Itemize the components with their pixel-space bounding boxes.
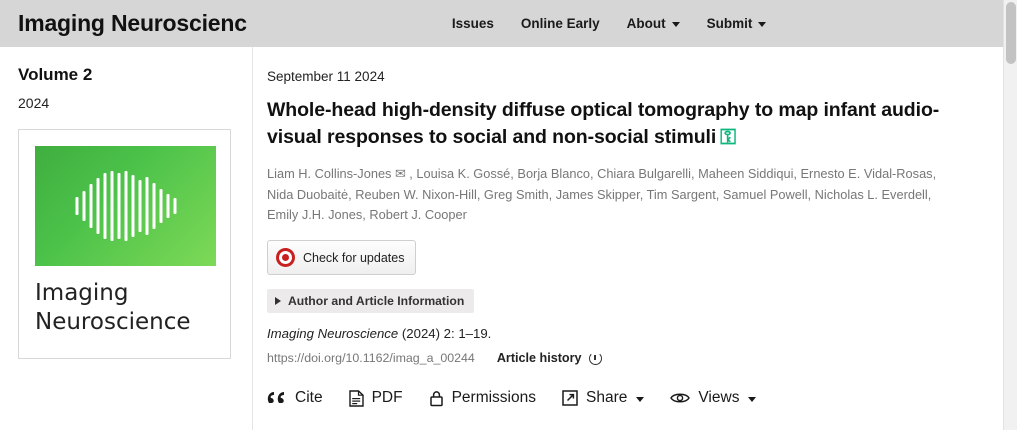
crossmark-label: Check for updates — [303, 250, 405, 265]
scrollbar-thumb[interactable] — [1006, 2, 1016, 64]
nav-item-about[interactable] — [627, 16, 680, 31]
volume-year: 2024 — [18, 95, 50, 111]
clock-icon — [589, 352, 602, 365]
views-label: Views — [698, 389, 740, 406]
chevron-down-icon — [758, 22, 766, 27]
nav-label-about: About — [626, 16, 666, 31]
chevron-down-icon — [636, 397, 644, 402]
article-title — [267, 98, 989, 152]
author-line-2: Nida Duobaitė, Reuben W. Nixon-Hill, Greg Smith, James Skipper, Tim Sargent, Samuel Powell, Nicholas L. Everdell, — [267, 186, 932, 202]
cover-title — [35, 279, 214, 338]
doi-row — [267, 351, 989, 365]
cover-artwork — [35, 146, 216, 266]
permissions-label: Permissions — [451, 389, 536, 406]
article-title-text: Whole-head high-density diffuse optical tomography to map infant audio-visual responses to social and non-social stimuli — [267, 99, 940, 148]
crossmark-button[interactable] — [267, 240, 416, 275]
pdf-label: PDF — [371, 389, 403, 406]
cite-button[interactable] — [267, 389, 323, 407]
chevron-down-icon — [748, 397, 756, 402]
author-article-information-toggle[interactable] — [267, 289, 474, 313]
nav-item-submit[interactable] — [707, 16, 767, 31]
pdf-icon — [349, 390, 364, 407]
chevron-down-icon — [672, 22, 680, 27]
article-history-label: Article history — [496, 351, 582, 365]
author-line-1: Liam H. Collins-Jones ✉ , Louisa K. Gossé, Borja Blanco, Chiara Bulgarelli, Maheen Siddiqui, Ernesto E. Vidal-Rosas, — [267, 165, 937, 181]
article-toolbar — [267, 389, 989, 407]
volume-title: Volume 2 — [18, 65, 93, 84]
cover-title-line2: Neuroscience — [35, 309, 191, 336]
main-nav — [452, 16, 767, 31]
citation-line — [267, 326, 989, 341]
permissions-button[interactable] — [429, 389, 536, 407]
share-icon — [562, 390, 578, 406]
citation-journal-name: Imaging Neuroscience — [267, 326, 399, 341]
site-header — [0, 0, 1017, 47]
pdf-button[interactable] — [349, 389, 403, 407]
nav-item-issues[interactable] — [452, 16, 494, 31]
publication-date: September 11 2024 — [267, 69, 385, 84]
nav-item-online-early[interactable] — [521, 16, 600, 31]
page-body — [0, 47, 1017, 430]
article-history-toggle[interactable] — [497, 351, 602, 365]
quote-icon — [267, 390, 287, 406]
page-scrollbar[interactable] — [1003, 0, 1017, 430]
nav-label-issues: Issues — [451, 16, 494, 31]
site-brand[interactable]: Imaging Neuroscienc — [18, 10, 247, 36]
chevron-right-icon — [275, 297, 281, 305]
share-button[interactable] — [562, 389, 644, 407]
views-button[interactable] — [670, 389, 756, 407]
journal-cover[interactable] — [18, 129, 231, 359]
author-article-information-label: Author and Article Information — [288, 294, 465, 308]
author-line-3: Emily J.H. Jones, Robert J. Cooper — [267, 207, 467, 223]
share-label: Share — [586, 389, 628, 406]
open-access-icon: ⚿ — [720, 125, 737, 149]
nav-label-submit: Submit — [706, 16, 753, 31]
author-list — [267, 164, 957, 226]
waveform-icon — [75, 171, 176, 241]
doi-link[interactable]: https://doi.org/10.1162/imag_a_00244 — [267, 351, 475, 365]
nav-label-online-early: Online Early — [520, 16, 600, 31]
cite-label: Cite — [295, 389, 323, 406]
cover-title-line1: Imaging — [35, 280, 129, 306]
lock-icon — [429, 390, 444, 407]
sidebar-divider — [252, 47, 253, 430]
eye-icon — [670, 391, 690, 405]
issue-sidebar — [0, 47, 252, 430]
article-content — [252, 47, 1017, 430]
crossmark-icon — [276, 248, 295, 267]
citation-details: (2024) 2: 1–19. — [398, 326, 492, 341]
